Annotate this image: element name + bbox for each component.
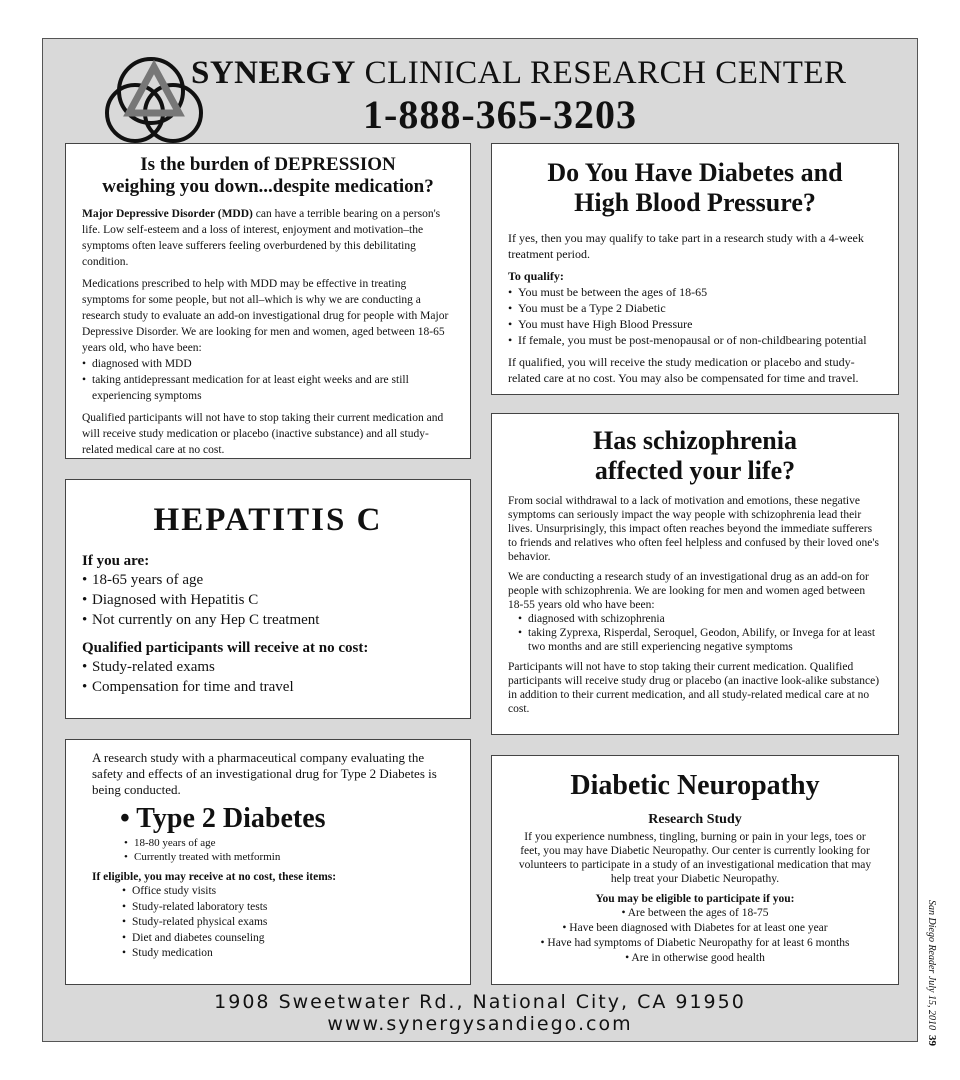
neuropathy-para: If you experience numbness, tingling, burning or pain in your legs, toes or feet, you may have Diabetic Neuropathy. Our center is currently looking for volunteers to participate in a study of an investigational medication that may help treat your Diabetic Neuropathy. <box>518 831 872 885</box>
hepatitis-receive-label: Qualified participants will receive at no cost: <box>82 640 369 656</box>
type2-intro: A research study with a pharmaceutical company evaluating the safety and effects of an investigational drug for Type 2 Diabetes is being conducted. <box>92 750 437 797</box>
schizophrenia-title-line2: affected your life? <box>594 456 796 485</box>
list-item: • 18-65 years of age <box>82 570 454 590</box>
list-item: • Office study visits <box>122 884 444 900</box>
neuropathy-subtitle: Research Study <box>648 812 742 827</box>
list-item: • You must be a Type 2 Diabetic <box>508 300 882 316</box>
list-item: • Study-related laboratory tests <box>122 900 444 916</box>
depression-box <box>65 143 471 459</box>
qualify-label: To qualify: <box>508 269 564 283</box>
brand-rest: CLINICAL RESEARCH CENTER <box>364 55 847 91</box>
depression-para2: Medications prescribed to help with MDD may be effective in treating symptoms for some people, but not all–which is why we are conducting a research study to evaluate an add-on investigational drug for people with Major Depressive Disorder. We are looking for men and women, aged between 18-65 years old, who have been: <box>82 278 449 354</box>
publication-line: San Diego Reader July 15, 2010 <box>926 900 937 1030</box>
side-note <box>926 900 940 1050</box>
footer-address: 1908 Sweetwater Rd., National City, CA 91950 <box>214 991 746 1013</box>
schizophrenia-para2: We are conducting a research study of an investigational drug as an add-on for people with schizophrenia. We are looking for men and women aged between 18-55 years old who have been: <box>508 571 869 611</box>
neuropathy-box <box>491 755 899 985</box>
schizophrenia-para3: Participants will not have to stop taking their current medication. Qualified participants will receive study drug or placebo (an inactive look-alike substance) in addition to their current medication, and all study-related medical care at no cost. <box>508 661 880 715</box>
schizophrenia-title-line1: Has schizophrenia <box>593 426 797 455</box>
diabetes-bp-title-line1: Do You Have Diabetes and <box>547 158 843 187</box>
hepatitis-bullets <box>82 570 454 630</box>
list-item: • Currently treated with metformin <box>124 850 444 864</box>
list-item: • 18-80 years of age <box>124 836 444 850</box>
list-item: • You must be between the ages of 18-65 <box>508 284 882 300</box>
neuropathy-bullets <box>516 906 874 966</box>
list-item: • Study-related physical exams <box>122 915 444 931</box>
schizophrenia-bullets <box>518 612 882 654</box>
type2-eligible-label: If eligible, you may receive at no cost, these items: <box>92 871 337 883</box>
list-item: • taking Zyprexa, Risperdal, Seroquel, Geodon, Abilify, or Invega for at least two months and are still experiencing negative symptoms <box>518 626 882 654</box>
list-item: • Study-related exams <box>82 657 454 677</box>
phone-number: 1-888-365-3203 <box>363 92 637 137</box>
depression-para3: Qualified participants will not have to stop taking their current medication and will receive study medication or placebo (inactive substance) and all study-related medical care at no cost. <box>82 412 444 456</box>
type2-title: • Type 2 Diabetes <box>120 803 326 834</box>
list-item: • Diet and diabetes counseling <box>122 931 444 947</box>
list-item: • taking antidepressant medication for at least eight weeks and are still experiencing symptoms <box>82 372 454 404</box>
list-item: • Have had symptoms of Diabetic Neuropathy for at least 6 months <box>540 937 850 949</box>
diabetes-bp-intro: If yes, then you may qualify to take part in a research study with a 4-week treatment period. <box>508 231 864 261</box>
advertisement-panel <box>42 38 918 1042</box>
depression-title-line2: weighing you down...despite medication? <box>102 176 434 197</box>
list-item: • Compensation for time and travel <box>82 677 454 697</box>
list-item: • Have been diagnosed with Diabetes for at least one year <box>562 922 828 934</box>
hepatitis-receive-bullets <box>82 657 454 697</box>
diabetes-bp-title-line2: High Blood Pressure? <box>574 188 816 217</box>
footer-website[interactable]: www.synergysandiego.com <box>327 1013 633 1035</box>
type2-items <box>122 884 444 962</box>
list-item: • diagnosed with MDD <box>82 356 454 372</box>
type2-bullets <box>124 836 444 864</box>
depression-title-line1: Is the burden of DEPRESSION <box>140 154 396 175</box>
hepatitis-if-label: If you are: <box>82 553 150 569</box>
list-item: • If female, you must be post-menopausal or of non-childbearing potential <box>508 332 882 348</box>
list-item: • Are between the ages of 18-75 <box>621 907 769 919</box>
diabetes-bp-outro: If qualified, you will receive the study medication or placebo and study-related care at no cost. You may also be compensated for time and travel. <box>508 355 859 385</box>
depression-intro: Major Depressive Disorder (MDD) can have a terrible bearing on a person's life. Low self-esteem and a loss of interest, enjoyment and motivation–the symptoms often leave sufferers feeling overburdened by this debilitating condition. <box>82 208 441 268</box>
list-item: • Are in otherwise good health <box>625 952 765 964</box>
schizophrenia-para1: From social withdrawal to a lack of motivation and emotions, these negative symptoms can seriously impact the way people with schizophrenia lead their lives. Unsurprisingly, this impact often reaches beyond the immediate sufferers to friends and relatives who often feel helpless and confused by their loved one's behavior. <box>508 495 879 563</box>
list-item: • Diagnosed with Hepatitis C <box>82 590 454 610</box>
hepatitis-box <box>65 479 471 719</box>
list-item: • You must have High Blood Pressure <box>508 316 882 332</box>
depression-bullets <box>82 356 454 404</box>
header <box>43 39 917 139</box>
neuropathy-title: Diabetic Neuropathy <box>570 770 820 801</box>
brand-name <box>191 55 847 92</box>
neuropathy-eligible-label: You may be eligible to participate if you: <box>595 893 795 905</box>
schizophrenia-box <box>491 413 899 735</box>
hepatitis-title: HEPATITIS C <box>153 502 383 538</box>
list-item: • diagnosed with schizophrenia <box>518 612 882 626</box>
page-number: 39 <box>926 1034 938 1046</box>
diabetes-bp-box <box>491 143 899 395</box>
list-item: • Not currently on any Hep C treatment <box>82 610 454 630</box>
type2-diabetes-box <box>65 739 471 985</box>
brand-bold: SYNERGY <box>191 55 356 91</box>
list-item: • Study medication <box>122 946 444 962</box>
diabetes-bp-bullets <box>508 284 882 348</box>
